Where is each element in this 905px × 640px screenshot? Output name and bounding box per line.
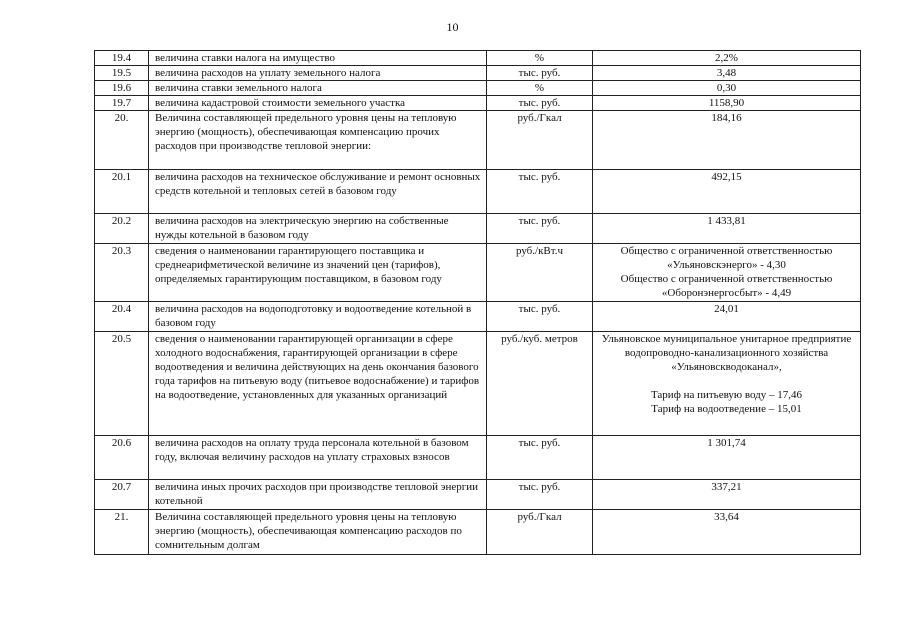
row-description: величина расходов на уплату земельного налога xyxy=(149,66,487,81)
row-description: величина ставки налога на имущество xyxy=(149,51,487,66)
page-number: 10 xyxy=(446,20,459,34)
row-description: величина расходов на оплату труда персонала котельной в базовом году, включая величину расходов на уплату страховых взносов xyxy=(149,436,487,480)
row-unit: % xyxy=(487,51,593,66)
row-description: величина расходов на электрическую энергию на собственные нужды котельной в базовом году xyxy=(149,214,487,244)
value-line: 184,16 xyxy=(711,112,742,124)
row-number: 19.5 xyxy=(95,66,149,81)
table-row xyxy=(95,302,861,332)
value-line xyxy=(596,374,857,388)
row-value xyxy=(593,510,861,555)
row-value xyxy=(593,66,861,81)
row-value xyxy=(593,81,861,96)
row-description: величина иных прочих расходов при производстве тепловой энергии котельной xyxy=(149,480,487,510)
table-row xyxy=(95,170,861,214)
row-number: 20.1 xyxy=(95,170,149,214)
row-unit: тыс. руб. xyxy=(487,214,593,244)
row-number: 20.7 xyxy=(95,480,149,510)
row-unit: руб./куб. метров xyxy=(487,332,593,436)
row-description: Величина составляющей предельного уровня цены на тепловую энергию (мощность), обеспечивающая компенсацию расходов по сомнительным долгам xyxy=(149,510,487,555)
tariff-table xyxy=(94,50,861,555)
row-number: 20.5 xyxy=(95,332,149,436)
row-number: 20.2 xyxy=(95,214,149,244)
row-number: 20.4 xyxy=(95,302,149,332)
row-unit: руб./кВт.ч xyxy=(487,244,593,302)
value-line: Общество с ограниченной ответственностью «Ульяновскэнерго» - 4,30 xyxy=(620,245,833,271)
value-line: 0,30 xyxy=(716,82,737,94)
row-description: Величина составляющей предельного уровня цены на тепловую энергию (мощность), обеспечивающая компенсацию прочих расходов при производстве тепловой энергии: xyxy=(149,111,487,170)
table-row xyxy=(95,214,861,244)
value-line: 3,48 xyxy=(716,67,737,79)
table-row xyxy=(95,66,861,81)
row-number: 21. xyxy=(95,510,149,555)
table-row xyxy=(95,81,861,96)
table-row xyxy=(95,244,861,302)
row-value xyxy=(593,170,861,214)
row-number: 20. xyxy=(95,111,149,170)
row-value xyxy=(593,332,861,436)
row-unit: тыс. руб. xyxy=(487,96,593,111)
value-line: Тариф на питьевую воду – 17,46 xyxy=(650,389,803,401)
table-row xyxy=(95,480,861,510)
value-line: 1 301,74 xyxy=(707,437,746,449)
row-unit: руб./Гкал xyxy=(487,111,593,170)
value-line: 2,2% xyxy=(715,52,738,64)
table-row xyxy=(95,436,861,480)
row-number: 20.3 xyxy=(95,244,149,302)
value-line: 24,01 xyxy=(714,303,739,315)
row-value xyxy=(593,480,861,510)
table-row xyxy=(95,510,861,555)
row-unit: тыс. руб. xyxy=(487,436,593,480)
row-description: величина расходов на водоподготовку и водоотведение котельной в базовом году xyxy=(149,302,487,332)
table-row xyxy=(95,96,861,111)
row-number: 19.4 xyxy=(95,51,149,66)
row-description: величина расходов на техническое обслуживание и ремонт основных средств котельной и тепловых сетей в базовом году xyxy=(149,170,487,214)
row-description: сведения о наименовании гарантирующей организации в сфере холодного водоснабжения, гарантирующей организации в сфере водоотведения и величина действующих на день окончания базового года тарифов на питьевую воду (питьевое водоснабжение) и тарифов на водоотведение, установленных для указанных организаций xyxy=(149,332,487,436)
row-value xyxy=(593,96,861,111)
row-description: сведения о наименовании гарантирующего поставщика и среднеарифметической величине из значений цен (тарифов), определяемых гарантирующим поставщиком, в базовом году xyxy=(149,244,487,302)
row-unit: тыс. руб. xyxy=(487,302,593,332)
row-unit: тыс. руб. xyxy=(487,170,593,214)
table-row xyxy=(95,332,861,436)
row-value xyxy=(593,302,861,332)
value-line: 337,21 xyxy=(711,481,742,493)
row-value xyxy=(593,244,861,302)
row-unit: руб./Гкал xyxy=(487,510,593,555)
row-description: величина ставки земельного налога xyxy=(149,81,487,96)
row-value xyxy=(593,436,861,480)
value-line: 492,15 xyxy=(711,171,742,183)
row-value xyxy=(593,214,861,244)
row-number: 19.6 xyxy=(95,81,149,96)
value-line: Общество с ограниченной ответственностью «Оборонэнергосбыт» - 4,49 xyxy=(620,273,833,299)
table-row xyxy=(95,111,861,170)
row-unit: тыс. руб. xyxy=(487,480,593,510)
value-line: Ульяновское муниципальное унитарное предприятие водопроводно-канализационного хозяйства «Ульяновскводоканал», xyxy=(601,333,852,373)
row-value xyxy=(593,51,861,66)
row-unit: % xyxy=(487,81,593,96)
table-row xyxy=(95,51,861,66)
row-unit: тыс. руб. xyxy=(487,66,593,81)
value-line: 33,64 xyxy=(714,511,739,523)
value-line: 1 433,81 xyxy=(707,215,746,227)
row-number: 19.7 xyxy=(95,96,149,111)
value-line: Тариф на водоотведение – 15,01 xyxy=(651,403,802,415)
value-line: 1158,90 xyxy=(708,97,745,109)
row-value xyxy=(593,111,861,170)
row-description: величина кадастровой стоимости земельного участка xyxy=(149,96,487,111)
row-number: 20.6 xyxy=(95,436,149,480)
